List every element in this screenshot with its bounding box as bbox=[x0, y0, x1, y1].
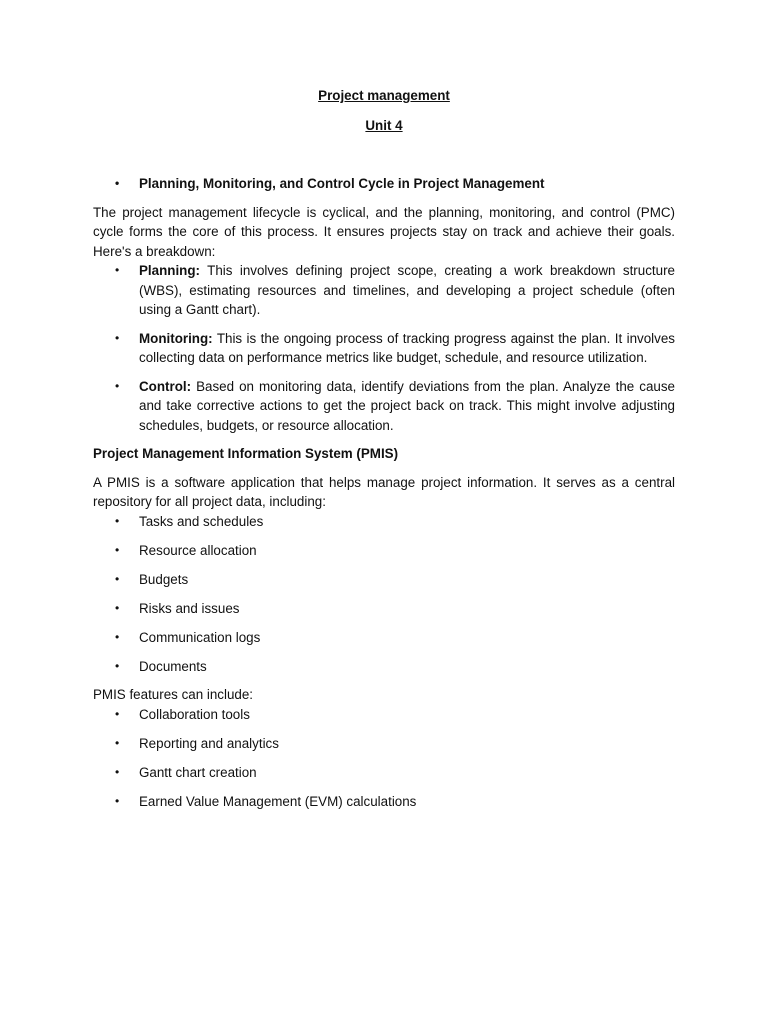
list-item bbox=[93, 734, 675, 754]
term-monitoring: Monitoring: bbox=[139, 330, 213, 346]
list-item bbox=[93, 792, 675, 812]
section-heading-pmc bbox=[93, 174, 675, 194]
list-item bbox=[93, 705, 675, 725]
document-page bbox=[93, 86, 675, 811]
pmis-data-list bbox=[93, 512, 675, 677]
term-planning: Planning: bbox=[139, 263, 200, 278]
list-item-text: Collaboration tools bbox=[139, 706, 250, 722]
list-item-text: Earned Value Management (EVM) calculations bbox=[139, 793, 417, 809]
list-item bbox=[93, 570, 675, 590]
bullet-icon: • bbox=[115, 764, 120, 779]
section-heading-text: Planning, Monitoring, and Control Cycle in Project Management bbox=[139, 176, 545, 191]
list-item bbox=[93, 541, 675, 561]
bullet-icon: • bbox=[115, 513, 120, 528]
bullet-icon: • bbox=[115, 176, 120, 190]
bullet-icon: • bbox=[115, 735, 120, 750]
pmis-features-intro: PMIS features can include: bbox=[93, 687, 254, 702]
pmis-features-list bbox=[93, 705, 675, 812]
bullet-icon: • bbox=[115, 330, 120, 345]
list-item bbox=[93, 763, 675, 783]
list-item bbox=[93, 512, 675, 532]
bullet-icon: • bbox=[115, 706, 120, 721]
bullet-icon: • bbox=[115, 263, 120, 277]
bullet-icon: • bbox=[115, 793, 120, 808]
list-item-text: Risks and issues bbox=[139, 600, 240, 616]
bullet-icon: • bbox=[115, 378, 120, 393]
pmis-heading: Project Management Information System (PMIS) bbox=[93, 446, 399, 461]
list-item-text: Documents bbox=[139, 658, 207, 674]
list-item-text: Tasks and schedules bbox=[139, 513, 264, 529]
list-item bbox=[93, 657, 675, 677]
list-item-text: Reporting and analytics bbox=[139, 735, 279, 751]
term-control: Control: bbox=[139, 378, 192, 394]
list-item-planning bbox=[93, 261, 675, 320]
list-item bbox=[93, 628, 675, 648]
pmc-intro-paragraph: The project management lifecycle is cyclical, and the planning, monitoring, and control (PMC) cycle forms the core of this process. It ensures projects stay on track and achieve their goals. Here's a breakdown: bbox=[93, 204, 675, 259]
list-item bbox=[93, 599, 675, 619]
bullet-icon: • bbox=[115, 600, 120, 615]
text-planning: This involves defining project scope, creating a work breakdown structure (WBS), estimating resources and timelines, and developing a project schedule (often using a Gantt chart). bbox=[139, 263, 675, 317]
list-item-text: Budgets bbox=[139, 571, 189, 587]
list-item-text: Gantt chart creation bbox=[139, 764, 257, 780]
text-monitoring: This is the ongoing process of tracking progress against the plan. It involves collecting data on performance metrics like budget, schedule, and resource utilization. bbox=[139, 330, 675, 365]
pmc-cycle-list bbox=[93, 261, 675, 435]
document-title: Project management bbox=[318, 88, 450, 103]
unit-heading: Unit 4 bbox=[365, 118, 403, 133]
pmis-intro-paragraph: A PMIS is a software application that helps manage project information. It serves as a central repository for all project data, including: bbox=[93, 474, 675, 509]
bullet-icon: • bbox=[115, 629, 120, 644]
bullet-icon: • bbox=[115, 571, 120, 586]
list-item-text: Resource allocation bbox=[139, 542, 257, 558]
list-item-control bbox=[93, 377, 675, 436]
list-item-monitoring bbox=[93, 329, 675, 368]
bullet-icon: • bbox=[115, 658, 120, 673]
section-heading-list bbox=[93, 174, 675, 194]
text-control: Based on monitoring data, identify deviations from the plan. Analyze the cause and take corrective actions to get the project back on track. This might involve adjusting schedules, budgets, or resource allocation. bbox=[139, 378, 675, 433]
bullet-icon: • bbox=[115, 542, 120, 557]
list-item-text: Communication logs bbox=[139, 629, 261, 645]
